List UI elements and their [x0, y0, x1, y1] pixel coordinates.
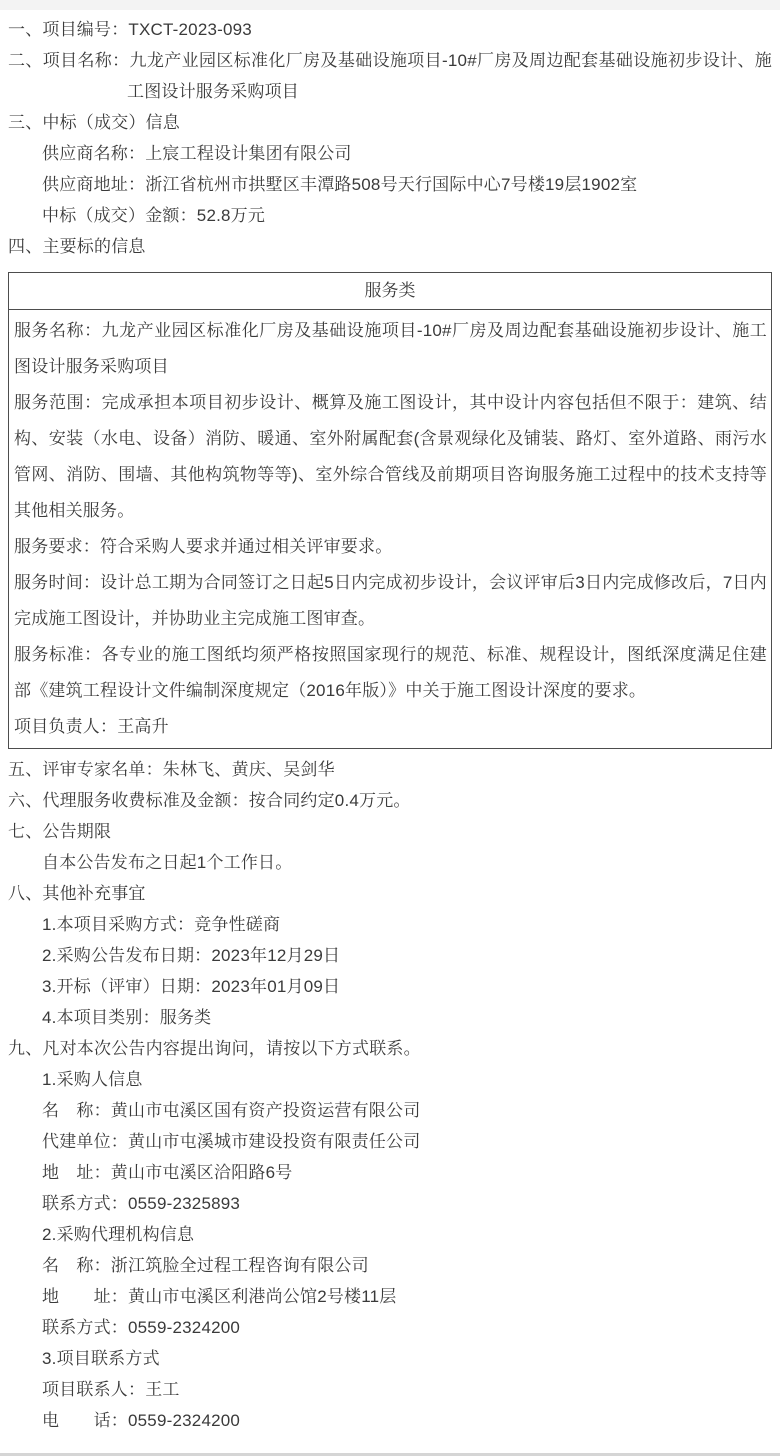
document-line: 中标（成交）金额：52.8万元: [42, 206, 266, 225]
table-paragraph: 项目负责人：王高升: [14, 717, 169, 736]
subject-info-table: [8, 272, 772, 749]
document-line: 2.采购代理机构信息: [42, 1225, 195, 1244]
table-header-service-category: 服务类: [9, 273, 771, 310]
document-line: 名 称：黄山市屯溪区国有资产投资运营有限公司: [42, 1101, 421, 1120]
table-paragraph: 服务要求：符合采购人要求并通过相关评审要求。: [14, 537, 393, 556]
document-line: 项目联系人：王工: [42, 1380, 180, 1399]
document-line: 电 话：0559-2324200: [42, 1411, 241, 1430]
document-line: 名 称：浙江筑脸全过程工程咨询有限公司: [42, 1256, 369, 1275]
lines-before-table: [8, 14, 772, 262]
document-line: 3.开标（评审）日期：2023年01月09日: [42, 977, 341, 996]
table-paragraph: 服务时间：设计总工期为合同签订之日起5日内完成初步设计，会议评审后3日内完成修改后，7日内完成施工图设计，并协助业主完成施工图审查。: [14, 573, 767, 628]
document-line: 代建单位：黄山市屯溪城市建设投资有限责任公司: [42, 1132, 421, 1151]
document-line: 自本公告发布之日起1个工作日。: [42, 853, 293, 872]
table-paragraph: 服务名称：九龙产业园区标准化厂房及基础设施项目-10#厂房及周边配套基础设施初步设计、施工图设计服务采购项目: [14, 321, 767, 376]
document-line: 联系方式：0559-2324200: [42, 1318, 241, 1337]
page-top-edge: [0, 0, 780, 10]
document-line: 一、项目编号：TXCT-2023-093: [8, 20, 252, 39]
document-line: 四、主要标的信息: [8, 237, 146, 256]
document-line: 二、项目名称：九龙产业园区标准化厂房及基础设施项目-10#厂房及周边配套基础设施初步设计、施工图设计服务采购项目: [8, 51, 772, 101]
table-paragraph: 服务范围：完成承担本项目初步设计、概算及施工图设计，其中设计内容包括但不限于：建筑、结构、安装（水电、设备）消防、暖通、室外附属配套(含景观绿化及铺装、路灯、室外道路、雨污水管网、消防、围墙、其他构筑物等等)、室外综合管线及前期项目咨询服务施工过程中的技术支持等其他相关服务。: [14, 393, 767, 520]
document-line: 三、中标（成交）信息: [8, 113, 180, 132]
document-line: 地 址：黄山市屯溪区洽阳路6号: [42, 1163, 293, 1182]
table-body: [9, 310, 771, 748]
document-line: 3.项目联系方式: [42, 1349, 160, 1368]
document-line: 九、凡对本次公告内容提出询问，请按以下方式联系。: [8, 1039, 421, 1058]
document-line: 1.采购人信息: [42, 1070, 143, 1089]
document-line: 2.采购公告发布日期：2023年12月29日: [42, 946, 341, 965]
lines-after-table: [8, 754, 772, 1436]
document-line: 六、代理服务收费标准及金额：按合同约定0.4万元。: [8, 791, 411, 810]
document-line: 五、评审专家名单：朱林飞、黄庆、吴剑华: [8, 760, 335, 779]
document-line: 地 址：黄山市屯溪区利港尚公馆2号楼11层: [42, 1287, 397, 1306]
document-line: 4.本项目类别：服务类: [42, 1008, 212, 1027]
table-paragraph: 服务标准：各专业的施工图纸均须严格按照国家现行的规范、标准、规程设计，图纸深度满足住建部《建筑工程设计文件编制深度规定（2016年版）》中关于施工图设计深度的要求。: [14, 645, 767, 700]
document-line: 七、公告期限: [8, 822, 112, 841]
announcement-body: [0, 10, 780, 1436]
document-line: 1.本项目采购方式：竞争性磋商: [42, 915, 281, 934]
document-line: 供应商名称：上宸工程设计集团有限公司: [42, 144, 352, 163]
document-line: 八、其他补充事宜: [8, 884, 146, 903]
document-line: 供应商地址：浙江省杭州市拱墅区丰潭路508号天行国际中心7号楼19层1902室: [42, 175, 638, 194]
document-line: 联系方式：0559-2325893: [42, 1194, 241, 1213]
